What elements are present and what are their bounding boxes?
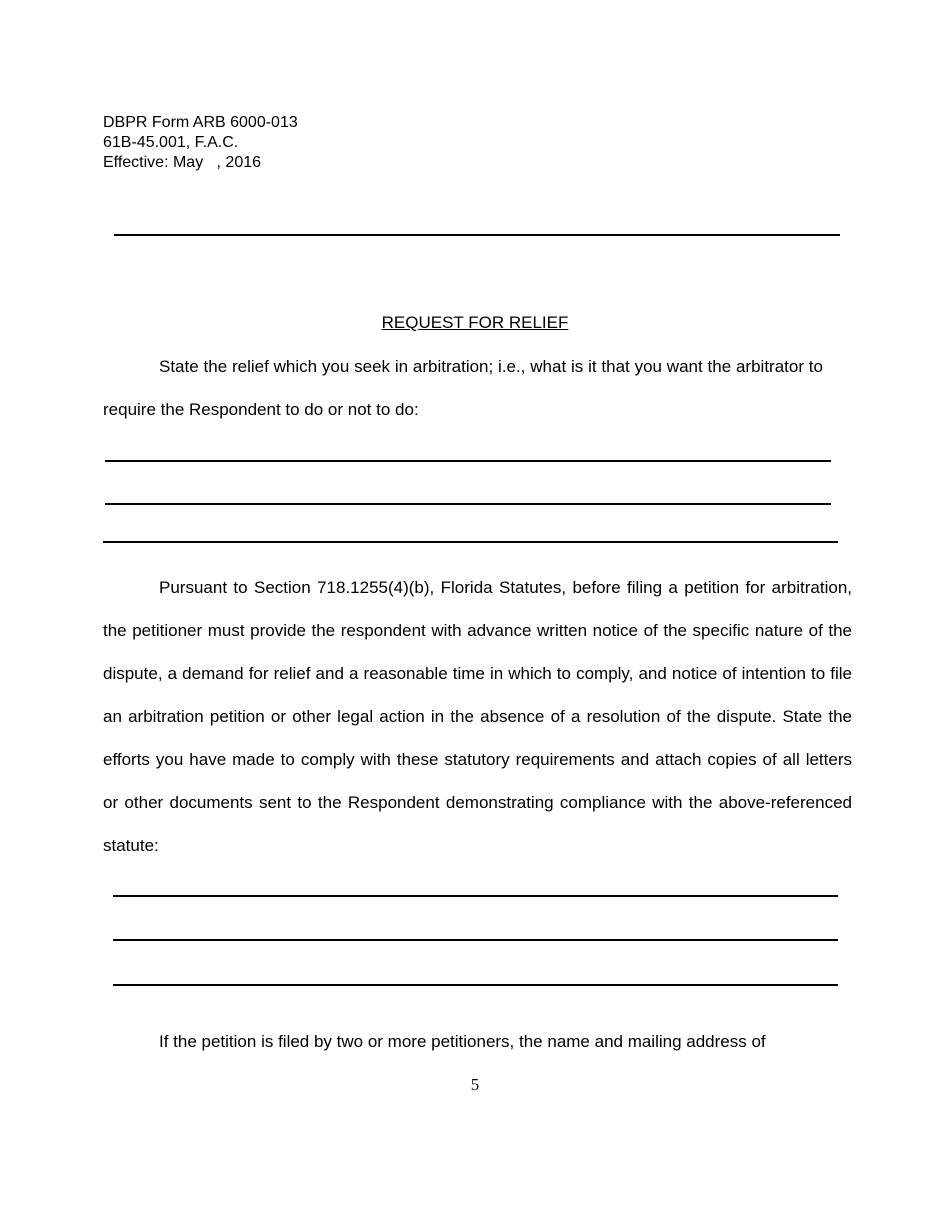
notice-prompt: Pursuant to Section 718.1255(4)(b), Florida Statutes, before filing a petition for arbitration, the petitioner must provide the respondent with advance written notice of the specific nature of the dispute, a demand for relief and a reasonable time in which to comply, and notice of intention to file an arbitration petition or other legal action in the absence of a resolution of the dispute. State the efforts you have made to comply with these statutory requirements and attach copies of all letters or other documents sent to the Respondent demonstrating compliance with the above-referenced statute: bbox=[103, 578, 852, 855]
form-header bbox=[103, 113, 298, 173]
relief-answer-line-1[interactable] bbox=[105, 460, 831, 462]
page-number: 5 bbox=[470, 1075, 480, 1094]
form-id: DBPR Form ARB 6000-013 bbox=[103, 114, 298, 131]
relief-answer-line-2[interactable] bbox=[105, 503, 831, 505]
rule-citation: 61B-45.001, F.A.C. bbox=[103, 134, 239, 151]
header-divider bbox=[114, 234, 840, 236]
multi-petitioner-text: If the petition is filed by two or more petitioners, the name and mailing address of bbox=[159, 1032, 766, 1051]
relief-answer-line-3[interactable] bbox=[103, 541, 838, 543]
notice-answer-line-2[interactable] bbox=[113, 939, 838, 941]
effective-date: Effective: May , 2016 bbox=[103, 154, 262, 171]
section-title: REQUEST FOR RELIEF bbox=[381, 313, 569, 332]
notice-answer-line-3[interactable] bbox=[113, 984, 838, 986]
relief-prompt: State the relief which you seek in arbitration; i.e., what is it that you want the arbitrator to require the Respondent to do or not to do: bbox=[103, 357, 823, 419]
notice-answer-line-1[interactable] bbox=[113, 895, 838, 897]
